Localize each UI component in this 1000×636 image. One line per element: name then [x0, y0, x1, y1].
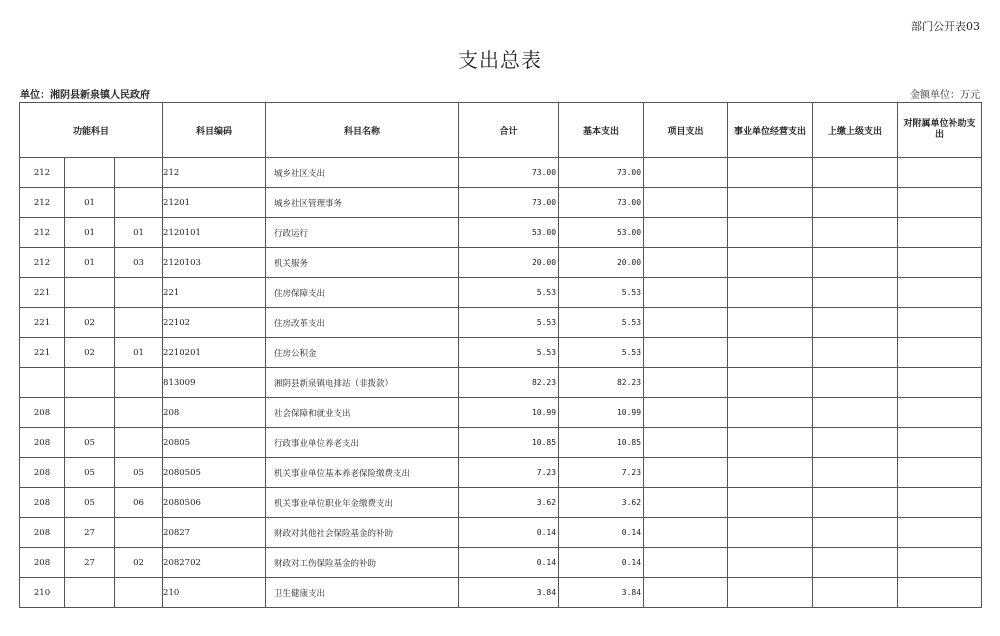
func-item-cell: 01 [65, 218, 115, 248]
upper-cell [813, 428, 898, 458]
name-cell: 卫生健康支出 [266, 578, 459, 608]
func-class-cell: 208 [20, 428, 65, 458]
name-cell: 住房公积金 [266, 338, 459, 368]
project-cell [644, 218, 728, 248]
func-subitem-cell: 02 [115, 548, 163, 578]
basic-cell: 3.62 [559, 488, 644, 518]
total-cell: 82.23 [459, 368, 559, 398]
code-cell: 21201 [163, 188, 266, 218]
business-cell [728, 188, 813, 218]
project-cell [644, 398, 728, 428]
amount-unit-label: 金额单位：万元 [910, 90, 980, 101]
func-item-cell: 01 [65, 248, 115, 278]
business-cell [728, 488, 813, 518]
subsidy-cell [898, 278, 982, 308]
func-class-cell: 212 [20, 158, 65, 188]
name-cell: 机关事业单位职业年金缴费支出 [266, 488, 459, 518]
code-cell: 20805 [163, 428, 266, 458]
func-subitem-cell: 06 [115, 488, 163, 518]
basic-cell: 53.00 [559, 218, 644, 248]
business-cell [728, 458, 813, 488]
code-cell: 2082702 [163, 548, 266, 578]
total-cell: 73.00 [459, 188, 559, 218]
func-class-cell: 212 [20, 248, 65, 278]
upper-cell [813, 368, 898, 398]
name-cell: 社会保障和就业支出 [266, 398, 459, 428]
func-subitem-cell [115, 398, 163, 428]
code-cell: 2080505 [163, 458, 266, 488]
func-subitem-cell [115, 188, 163, 218]
col-header-subsidy: 对附属单位补助支出 [898, 103, 982, 158]
code-cell: 221 [163, 278, 266, 308]
func-item-cell: 05 [65, 458, 115, 488]
table-row [20, 338, 982, 368]
project-cell [644, 368, 728, 398]
upper-cell [813, 548, 898, 578]
business-cell [728, 578, 813, 608]
business-cell [728, 398, 813, 428]
table-header-row [20, 103, 982, 158]
func-subitem-cell [115, 278, 163, 308]
page-title: 支出总表 [458, 48, 542, 72]
func-class-cell: 208 [20, 518, 65, 548]
upper-cell [813, 278, 898, 308]
subsidy-cell [898, 578, 982, 608]
project-cell [644, 548, 728, 578]
basic-cell: 5.53 [559, 338, 644, 368]
expenditure-table [19, 102, 982, 608]
project-cell [644, 338, 728, 368]
upper-cell [813, 458, 898, 488]
col-header-project: 项目支出 [644, 103, 728, 158]
basic-cell: 10.85 [559, 428, 644, 458]
col-header-name: 科目名称 [266, 103, 459, 158]
upper-cell [813, 488, 898, 518]
func-item-cell [65, 278, 115, 308]
table-row [20, 398, 982, 428]
total-cell: 5.53 [459, 278, 559, 308]
name-cell: 机关服务 [266, 248, 459, 278]
table-body [20, 158, 982, 608]
total-cell: 73.00 [459, 158, 559, 188]
table-row [20, 158, 982, 188]
func-class-cell: 208 [20, 458, 65, 488]
total-cell: 10.99 [459, 398, 559, 428]
business-cell [728, 308, 813, 338]
basic-cell: 20.00 [559, 248, 644, 278]
table-row [20, 218, 982, 248]
upper-cell [813, 338, 898, 368]
func-item-cell: 27 [65, 548, 115, 578]
subsidy-cell [898, 218, 982, 248]
project-cell [644, 458, 728, 488]
total-cell: 3.62 [459, 488, 559, 518]
upper-cell [813, 308, 898, 338]
subsidy-cell [898, 398, 982, 428]
business-cell [728, 518, 813, 548]
basic-cell: 0.14 [559, 548, 644, 578]
project-cell [644, 248, 728, 278]
code-cell: 22102 [163, 308, 266, 338]
func-item-cell: 02 [65, 338, 115, 368]
upper-cell [813, 218, 898, 248]
total-cell: 53.00 [459, 218, 559, 248]
func-class-cell: 208 [20, 398, 65, 428]
table-row [20, 458, 982, 488]
business-cell [728, 248, 813, 278]
project-cell [644, 488, 728, 518]
func-item-cell [65, 158, 115, 188]
subsidy-cell [898, 158, 982, 188]
project-cell [644, 188, 728, 218]
func-item-cell: 02 [65, 308, 115, 338]
name-cell: 住房保障支出 [266, 278, 459, 308]
subsidy-cell [898, 368, 982, 398]
upper-cell [813, 518, 898, 548]
business-cell [728, 158, 813, 188]
func-class-cell: 208 [20, 548, 65, 578]
col-header-upper: 上缴上级支出 [813, 103, 898, 158]
func-item-cell: 01 [65, 188, 115, 218]
business-cell [728, 218, 813, 248]
code-cell: 2120103 [163, 248, 266, 278]
name-cell: 湘阴县新泉镇电排站（非拨款） [266, 368, 459, 398]
func-class-cell [20, 368, 65, 398]
func-item-cell: 05 [65, 488, 115, 518]
unit-label: 单位：湘阴县新泉镇人民政府 [20, 90, 150, 101]
project-cell [644, 158, 728, 188]
func-subitem-cell: 01 [115, 218, 163, 248]
name-cell: 机关事业单位基本养老保险缴费支出 [266, 458, 459, 488]
basic-cell: 0.14 [559, 518, 644, 548]
func-subitem-cell: 01 [115, 338, 163, 368]
subsidy-cell [898, 338, 982, 368]
total-cell: 0.14 [459, 518, 559, 548]
func-subitem-cell [115, 428, 163, 458]
table-row [20, 368, 982, 398]
basic-cell: 73.00 [559, 158, 644, 188]
name-cell: 行政事业单位养老支出 [266, 428, 459, 458]
func-item-cell [65, 398, 115, 428]
code-cell: 208 [163, 398, 266, 428]
basic-cell: 3.84 [559, 578, 644, 608]
func-class-cell: 210 [20, 578, 65, 608]
func-subitem-cell [115, 308, 163, 338]
total-cell: 3.84 [459, 578, 559, 608]
func-subitem-cell [115, 578, 163, 608]
code-cell: 2210201 [163, 338, 266, 368]
table-row [20, 488, 982, 518]
func-subitem-cell [115, 158, 163, 188]
func-class-cell: 221 [20, 278, 65, 308]
subsidy-cell [898, 248, 982, 278]
subsidy-cell [898, 308, 982, 338]
name-cell: 住房改革支出 [266, 308, 459, 338]
table-row [20, 248, 982, 278]
subsidy-cell [898, 428, 982, 458]
subsidy-cell [898, 518, 982, 548]
upper-cell [813, 188, 898, 218]
basic-cell: 82.23 [559, 368, 644, 398]
business-cell [728, 368, 813, 398]
business-cell [728, 338, 813, 368]
col-header-func: 功能科目 [20, 103, 163, 158]
table-row [20, 548, 982, 578]
total-cell: 20.00 [459, 248, 559, 278]
func-class-cell: 221 [20, 308, 65, 338]
code-cell: 2080506 [163, 488, 266, 518]
business-cell [728, 278, 813, 308]
basic-cell: 7.23 [559, 458, 644, 488]
code-cell: 2120101 [163, 218, 266, 248]
func-class-cell: 212 [20, 188, 65, 218]
table-row [20, 518, 982, 548]
func-class-cell: 208 [20, 488, 65, 518]
name-cell: 城乡社区管理事务 [266, 188, 459, 218]
table-row [20, 278, 982, 308]
name-cell: 财政对其他社会保险基金的补助 [266, 518, 459, 548]
project-cell [644, 278, 728, 308]
col-header-basic: 基本支出 [559, 103, 644, 158]
name-cell: 财政对工伤保险基金的补助 [266, 548, 459, 578]
total-cell: 0.14 [459, 548, 559, 578]
col-header-code: 科目编码 [163, 103, 266, 158]
project-cell [644, 578, 728, 608]
total-cell: 10.85 [459, 428, 559, 458]
col-header-business: 事业单位经营支出 [728, 103, 813, 158]
total-cell: 5.53 [459, 338, 559, 368]
name-cell: 城乡社区支出 [266, 158, 459, 188]
table-row [20, 308, 982, 338]
subsidy-cell [898, 548, 982, 578]
func-class-cell: 221 [20, 338, 65, 368]
subsidy-cell [898, 458, 982, 488]
basic-cell: 5.53 [559, 308, 644, 338]
total-cell: 7.23 [459, 458, 559, 488]
upper-cell [813, 578, 898, 608]
total-cell: 5.53 [459, 308, 559, 338]
basic-cell: 5.53 [559, 278, 644, 308]
business-cell [728, 548, 813, 578]
upper-cell [813, 398, 898, 428]
func-class-cell: 212 [20, 218, 65, 248]
table-row [20, 428, 982, 458]
code-cell: 212 [163, 158, 266, 188]
form-number: 部门公开表03 [911, 20, 980, 33]
func-subitem-cell [115, 518, 163, 548]
upper-cell [813, 248, 898, 278]
col-header-total: 合计 [459, 103, 559, 158]
subsidy-cell [898, 488, 982, 518]
project-cell [644, 518, 728, 548]
basic-cell: 10.99 [559, 398, 644, 428]
subsidy-cell [898, 188, 982, 218]
func-subitem-cell [115, 368, 163, 398]
func-subitem-cell: 03 [115, 248, 163, 278]
table-row [20, 188, 982, 218]
basic-cell: 73.00 [559, 188, 644, 218]
func-item-cell [65, 578, 115, 608]
name-cell: 行政运行 [266, 218, 459, 248]
upper-cell [813, 158, 898, 188]
func-item-cell: 27 [65, 518, 115, 548]
code-cell: 210 [163, 578, 266, 608]
func-item-cell: 05 [65, 428, 115, 458]
func-subitem-cell: 05 [115, 458, 163, 488]
func-item-cell [65, 368, 115, 398]
business-cell [728, 428, 813, 458]
project-cell [644, 428, 728, 458]
project-cell [644, 308, 728, 338]
code-cell: 20827 [163, 518, 266, 548]
code-cell: 813009 [163, 368, 266, 398]
table-row [20, 578, 982, 608]
